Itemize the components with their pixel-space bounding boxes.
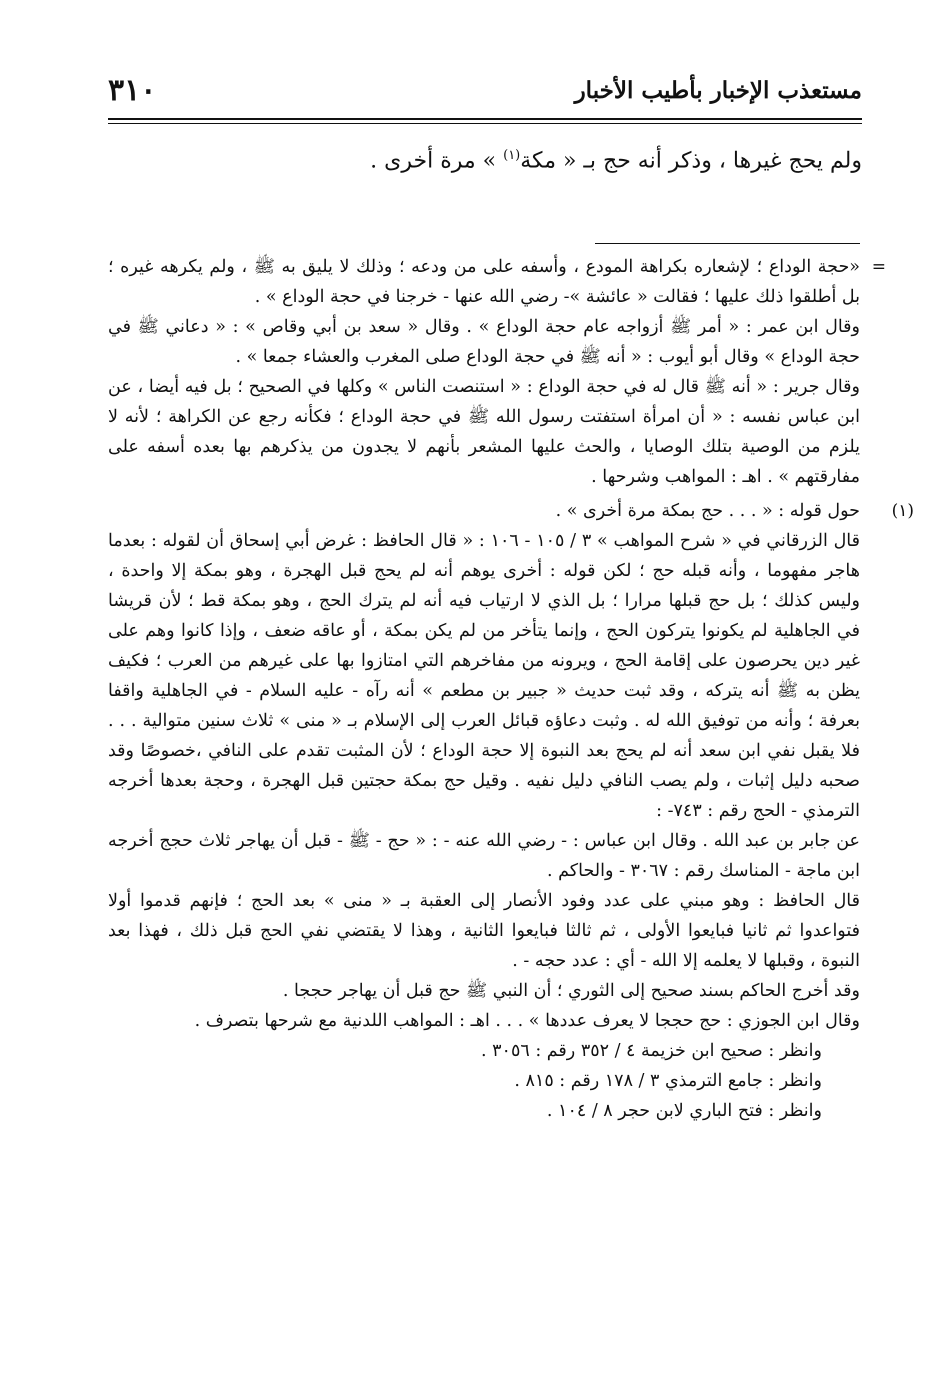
footnote-number: (١) bbox=[891, 501, 914, 521]
footnote-paragraph: وقد أخرج الحاكم بسند صحيح إلى الثوري ؛ أن النبي ﷺ حج قبل أن يهاجر حججا . bbox=[282, 981, 860, 1001]
footnote-paragraph: «حجة الوداع ؛ لإشعاره بكراهة المودع ، وأسفه على من ودعه ؛ وذلك لا يليق به ﷺ ، ولم يكرهه غيره ؛ بل أطلقوا ذلك عليها ؛ فقالت « عائشة »- رضي الله عنها - خرجنا في حجة الوداع » . bbox=[108, 257, 860, 307]
footnote-paragraph: قال الزرقاني في « شرح المواهب » ٣ / ١٠٥ - ١٠٦ : « قال الحافظ : غرض أبي إسحاق أن لقوله : بعدما هاجر مفهوما ، وأنه قبله حج ؛ لكن قوله : أخرى يوهم أنه لم يحج قبل الهجرة ، وهو بمكة إلا واحدة ، وليس كذلك ؛ بل حج قبلها مرارا ؛ بل الذي لا ارتياب فيه أنه لم يترك الحج ، وهو بمكة قط ؛ لأن قريشا في الجاهلية لم يكونوا يتركون الحج ، وإنما يتأخر من لم يكن بمكة ، أو عاقه ضعف ، وإذا كانوا وهم على غير دين يحرصون على إقامة الحج ، ويرونه من مفاخرهم التي امتازوا بها على غيرهم من العرب ؛ فكيف يظن به ﷺ أنه يتركه ، وقد ثبت حديث « جبير بن مطعم » أنه رآه - عليه السلام - في الجاهلية واقفا بعرفة ؛ وأنه من توفيق الله له . وثبت دعاؤه قبائل العرب إلى الإسلام بـ « منى » ثلاث سنين متوالية . . . فلا يقبل نفي ابن سعد أنه لم يحج بعد النبوة إلا حجة الوداع ؛ لأن المثبت تقدم على النافي ،خصوصًا وقد صحبه دليل إثبات ، ولم يصب النافي دليل نفيه . وقيل حج بمكة حجتين قبل الهجرة ، وحجة بعدها أخرجه الترمذي - الحج رقم : ٧٤٣- : bbox=[108, 531, 861, 821]
continuation-marker: = bbox=[871, 257, 886, 277]
page-header bbox=[108, 60, 862, 120]
footnotes-section bbox=[108, 252, 914, 1126]
page-number: ٣١٠ bbox=[108, 72, 157, 108]
footnote-heading: حول قوله : « . . . حج بمكة مرة أخرى » . bbox=[555, 501, 860, 521]
footnote-paragraph: قال الحافظ : وهو مبني على عدد وفود الأنصار إلى العقبة بـ « منى » بعد الحج ؛ فإنهم قدموا أولا فتواعدوا ثم ثانيا فبايعوا الأولى ، ثم ثالثا فبايعوا الثانية ، وهذا لا يقتضي نفي الحج قبل ذلك ، فهذا بعد النبوة ، وقبلها لا يعلمه إلا الله - أي : عدد حجه - . bbox=[108, 891, 860, 971]
running-title: مستعذب الإخبار بأطيب الأخبار bbox=[574, 76, 862, 104]
reference-line: وانظر : فتح الباري لابن حجر ٨ / ١٠٤ . bbox=[546, 1101, 822, 1121]
footnote-separator bbox=[595, 243, 860, 244]
footnote-reference: (١) bbox=[503, 148, 521, 163]
reference-line: وانظر : صحيح ابن خزيمة ٤ / ٣٥٢ رقم : ٣٠٥٦ . bbox=[481, 1041, 822, 1061]
footnote-paragraph: وقال ابن الجوزي : حج حججا لا يعرف عددها » . . . اهـ : المواهب اللدنية مع شرحها بتصرف . bbox=[194, 1011, 860, 1031]
main-text bbox=[108, 138, 862, 179]
footnote-continuation bbox=[108, 252, 886, 492]
footnote-paragraph: وقال ابن عمر : « أمر ﷺ أزواجه عام حجة الوداع » . وقال « سعد بن أبي وقاص » : « دعاني ﷺ في حجة الوداع » وقال أبو أيوب : « أنه ﷺ في حجة الوداع صلى المغرب والعشاء جمعا » . bbox=[108, 317, 860, 367]
footnote-paragraph: وقال جرير : « أنه ﷺ قال له في حجة الوداع : « استنصت الناس » وكلها في الصحيح ؛ بل فيه أيضا ، عن ابن عباس نفسه : « أن امرأة استفتت رسول الله ﷺ في حجة الوداع ؛ فكأنه رجع عن الكراهة ؛ لأنه لا يلزم من الوصية بتلك الوصايا ، والحث عليها المشعر بأنهم لا يجدون من يذكرهم بها بعده أسفه على مفارقتهم » . اهـ : المواهب وشرحها . bbox=[108, 377, 860, 487]
main-text-end: » مرة أخرى . bbox=[370, 148, 504, 174]
main-text-start: ولم يحج غيرها ، وذكر أنه حج بـ « مكة bbox=[520, 148, 862, 174]
footnote-paragraph: عن جابر بن عبد الله . وقال ابن عباس : - رضي الله عنه - : « حج - ﷺ - قبل أن يهاجر ثلاث حجج أخرجه ابن ماجة - المناسك رقم : ٣٠٦٧ - والحاكم . bbox=[108, 831, 860, 881]
reference-line: وانظر : جامع الترمذي ٣ / ١٧٨ رقم : ٨١٥ . bbox=[514, 1071, 822, 1091]
footnote-1 bbox=[108, 496, 914, 1126]
header-rule bbox=[108, 118, 862, 124]
